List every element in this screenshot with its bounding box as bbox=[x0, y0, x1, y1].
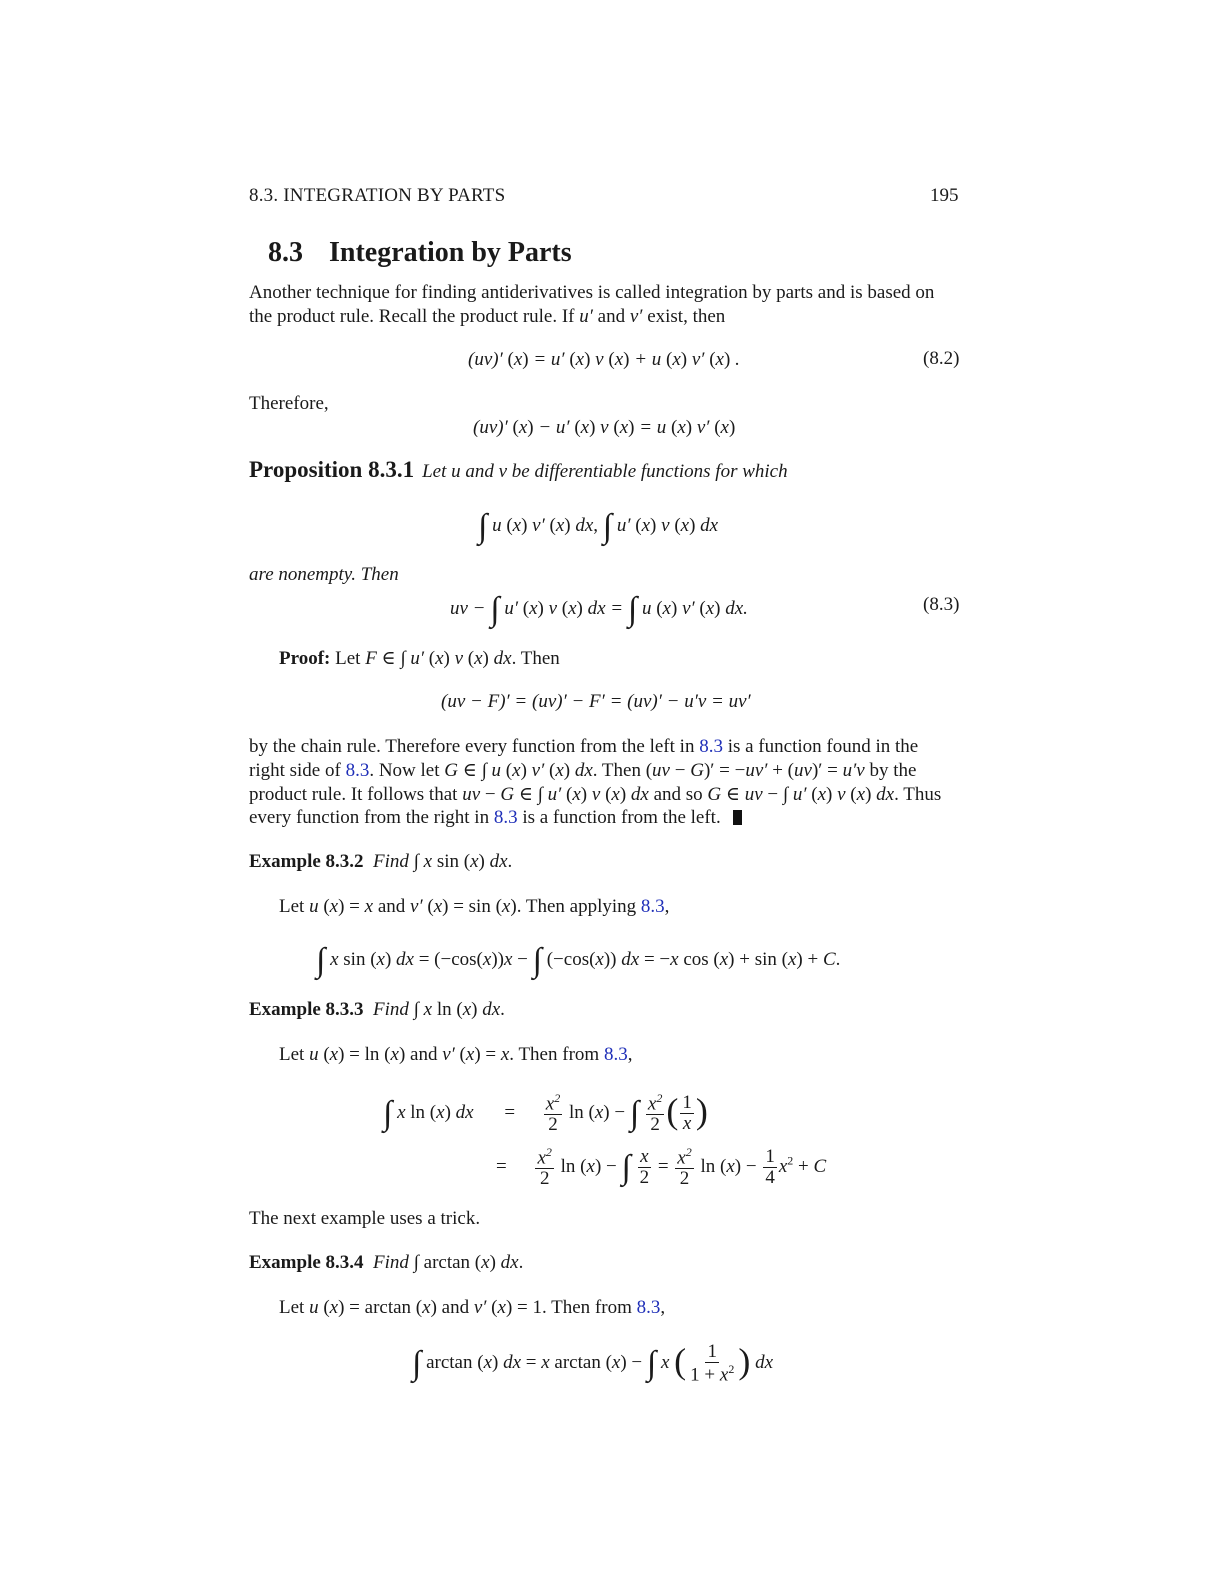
ref-8-3-link[interactable]: 8.3 bbox=[699, 736, 723, 757]
proof-line-3: product rule. It follows that uv − G ∈ ∫ u′ (x) v (x) dx and so G ∈ uv − ∫ u′ (x) v (x) dx. Thus bbox=[249, 784, 942, 805]
proof-line-2: right side of 8.3. Now let G ∈ ∫ u (x) v′ (x) dx. Then (uv − G)′ = −uv′ + (uv)′ = u′v by the bbox=[249, 760, 917, 781]
example-8-3-4-equation: ∫ arctan (x) dx = x arctan (x) − ∫ x ( $\frac{1}{1 + x^2}$ ) dx bbox=[412, 1341, 773, 1386]
section-heading bbox=[268, 236, 572, 270]
example-8-3-2-heading: Example 8.3.2 Find ∫ x sin (x) dx. bbox=[249, 851, 513, 872]
equation-8-3: uv − ∫ u′ (x) v (x) dx = ∫ u (x) v′ (x) dx. bbox=[450, 591, 748, 628]
proposition-statement: Let u and v be differentiable functions for which bbox=[422, 461, 788, 482]
page-number: 195 bbox=[930, 185, 959, 206]
proposition-label: Proposition 8.3.1 bbox=[249, 457, 415, 482]
example-8-3-3-equation-line-2: = $\frac{x^2}{2}$ ln (x) − ∫ $\frac{x}{2}$ = $\frac{x^2}{2}$ ln (x) − $\frac{1}{4}$ $x^2 + C$ bbox=[496, 1145, 827, 1190]
equation-8-2-label: (8.2) bbox=[923, 348, 960, 369]
equation-8-3-label: (8.3) bbox=[923, 594, 960, 615]
example-8-3-3-let: Let u (x) = ln (x) and v′ (x) = x. Then from 8.3, bbox=[279, 1044, 633, 1065]
equation-integrals: ∫ u (x) v′ (x) dx, ∫ u′ (x) v (x) dx bbox=[478, 508, 719, 545]
intro-line-1: Another technique for finding antiderivatives is called integration by parts and is based on bbox=[249, 282, 935, 303]
example-8-3-2-let: Let u (x) = x and v′ (x) = sin (x). Then applying 8.3, bbox=[279, 896, 670, 917]
proof-line-1: by the chain rule. Therefore every function from the left in 8.3 is a function found in the bbox=[249, 736, 919, 757]
equation-proof: (uv − F)′ = (uv)′ − F′ = (uv)′ − u′v = uv′ bbox=[441, 691, 751, 712]
running-header-title: 8.3. INTEGRATION BY PARTS bbox=[249, 185, 506, 206]
example-8-3-4-heading: Example 8.3.4 Find ∫ arctan (x) dx. bbox=[249, 1252, 524, 1273]
proposition-then: are nonempty. Then bbox=[249, 564, 399, 585]
ref-8-3-link[interactable]: 8.3 bbox=[640, 896, 665, 917]
proposition bbox=[249, 457, 788, 484]
ref-8-3-link[interactable]: 8.3 bbox=[636, 1297, 661, 1318]
equation-therefore: (uv)′ (x) − u′ (x) v (x) = u (x) v′ (x) bbox=[473, 417, 736, 438]
example-8-3-2-equation: ∫ x sin (x) dx = (−cos(x))x − ∫ (−cos(x)) dx = −x cos (x) + sin (x) + C. bbox=[316, 942, 841, 979]
ref-8-3-link[interactable]: 8.3 bbox=[603, 1044, 628, 1065]
therefore-text: Therefore, bbox=[249, 393, 329, 414]
equation-8-2: (uv)′ (x) = u′ (x) v (x) + u (x) v′ (x) . bbox=[468, 349, 740, 370]
intro-line-2: the product rule. Recall the product rule. If u′ and v′ exist, then bbox=[249, 306, 726, 327]
ref-8-3-link[interactable]: 8.3 bbox=[345, 760, 370, 781]
ref-8-3-link[interactable]: 8.3 bbox=[493, 807, 518, 828]
trick-text: The next example uses a trick. bbox=[249, 1208, 481, 1229]
example-8-3-3-equation-line-1: ∫ x ln (x) dx = $\frac{x^2}{2}$ ln (x) − ∫ $\frac{x^2}{2}$ ( $\frac{1}{x}$ ) bbox=[383, 1091, 708, 1136]
proof-line-4: every function from the right in 8.3 is a function from the left. bbox=[249, 806, 742, 830]
section-title: Integration by Parts bbox=[329, 237, 572, 268]
section-number: 8.3 bbox=[268, 237, 303, 268]
proof-label: Proof: bbox=[279, 648, 331, 669]
example-8-3-4-let: Let u (x) = arctan (x) and v′ (x) = 1. Then from 8.3, bbox=[279, 1297, 666, 1318]
example-8-3-3-heading: Example 8.3.3 Find ∫ x ln (x) dx. bbox=[249, 999, 505, 1020]
proof-intro: Proof: Let F ∈ ∫ u′ (x) v (x) dx. Then bbox=[279, 648, 560, 669]
qed-symbol bbox=[733, 810, 742, 825]
